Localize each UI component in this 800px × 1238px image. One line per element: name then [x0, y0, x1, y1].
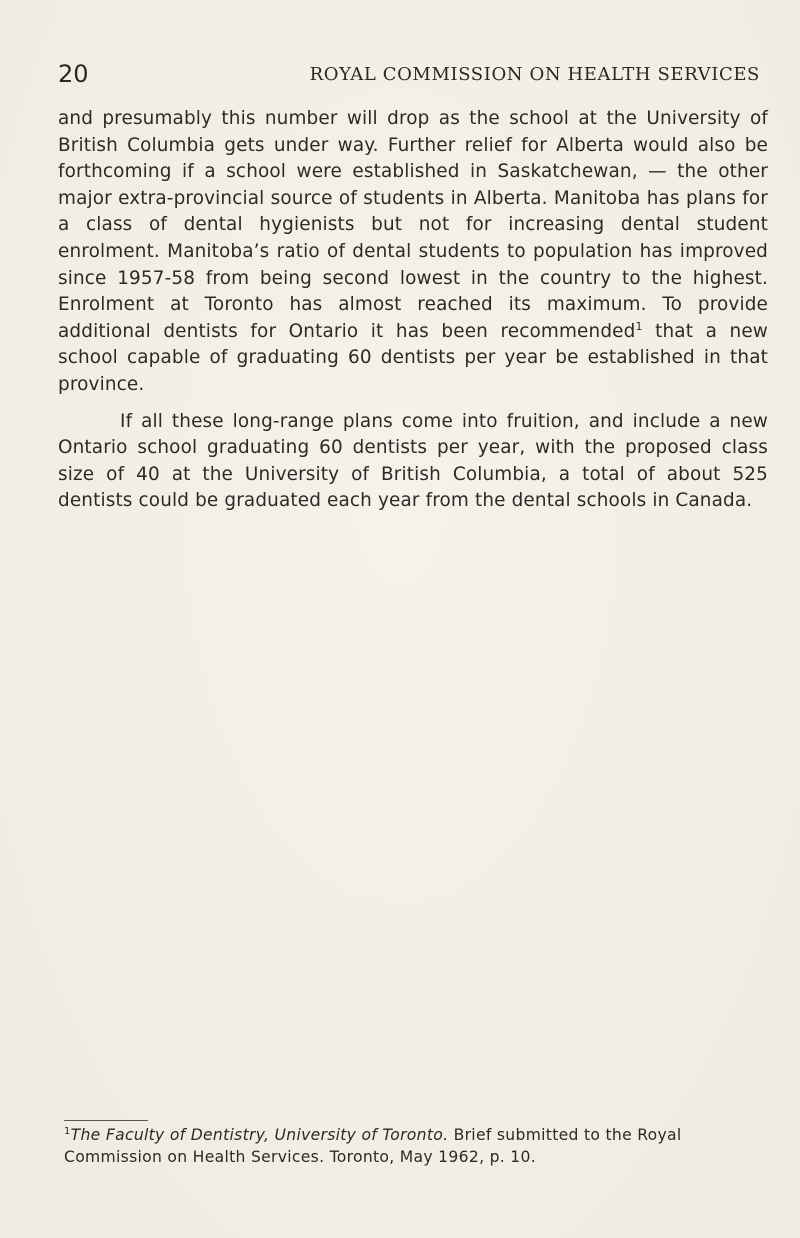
- page-number: 20: [58, 60, 89, 88]
- paragraph-1-text-b: that a new school capable of graduating 60 dentists per year be established in that province.: [58, 320, 768, 395]
- running-title: ROYAL COMMISSION ON HEALTH SERVICES: [309, 64, 760, 85]
- footnote-source: The Faculty of Dentistry, University of Toronto.: [70, 1126, 449, 1144]
- footnote-reference: 1: [635, 319, 643, 333]
- paragraph-1: [58, 106, 768, 399]
- footnote-marker: 1: [64, 1125, 71, 1137]
- running-head: [58, 60, 760, 90]
- footnote-divider: [64, 1120, 148, 1121]
- paragraph-2: If all these long-range plans come into fruition, and include a new Ontario school graduating 60 dentists per year, with the proposed class size of 40 at the University of British Columbia, a total of about 525 dentists could be graduated each year from the dental schools in Canada.: [58, 410, 768, 512]
- paragraph-1-text-a: and presumably this number will drop as the school at the University of British Columbia gets under way. Further relief for Alberta would also be forthcoming if a school were established in Saskatchewan, — the other major extra-provincial source of students in Alberta. Manitoba has plans for a class of dental hygienists but not for increasing dental student enrolment. Manitoba’s ratio of dental students to population has improved since 1957-58 from being second lowest in the country to the highest. Enrolment at Toronto has almost reached its maximum. To provide additional dentists for Ontario it has been recommended: [58, 108, 768, 342]
- footnote-text: Brief submitted to the Royal Commission on Health Services. Toronto, May 1962, p. 10.: [64, 1126, 682, 1166]
- body-text: [58, 106, 768, 515]
- footnote: [64, 1124, 764, 1168]
